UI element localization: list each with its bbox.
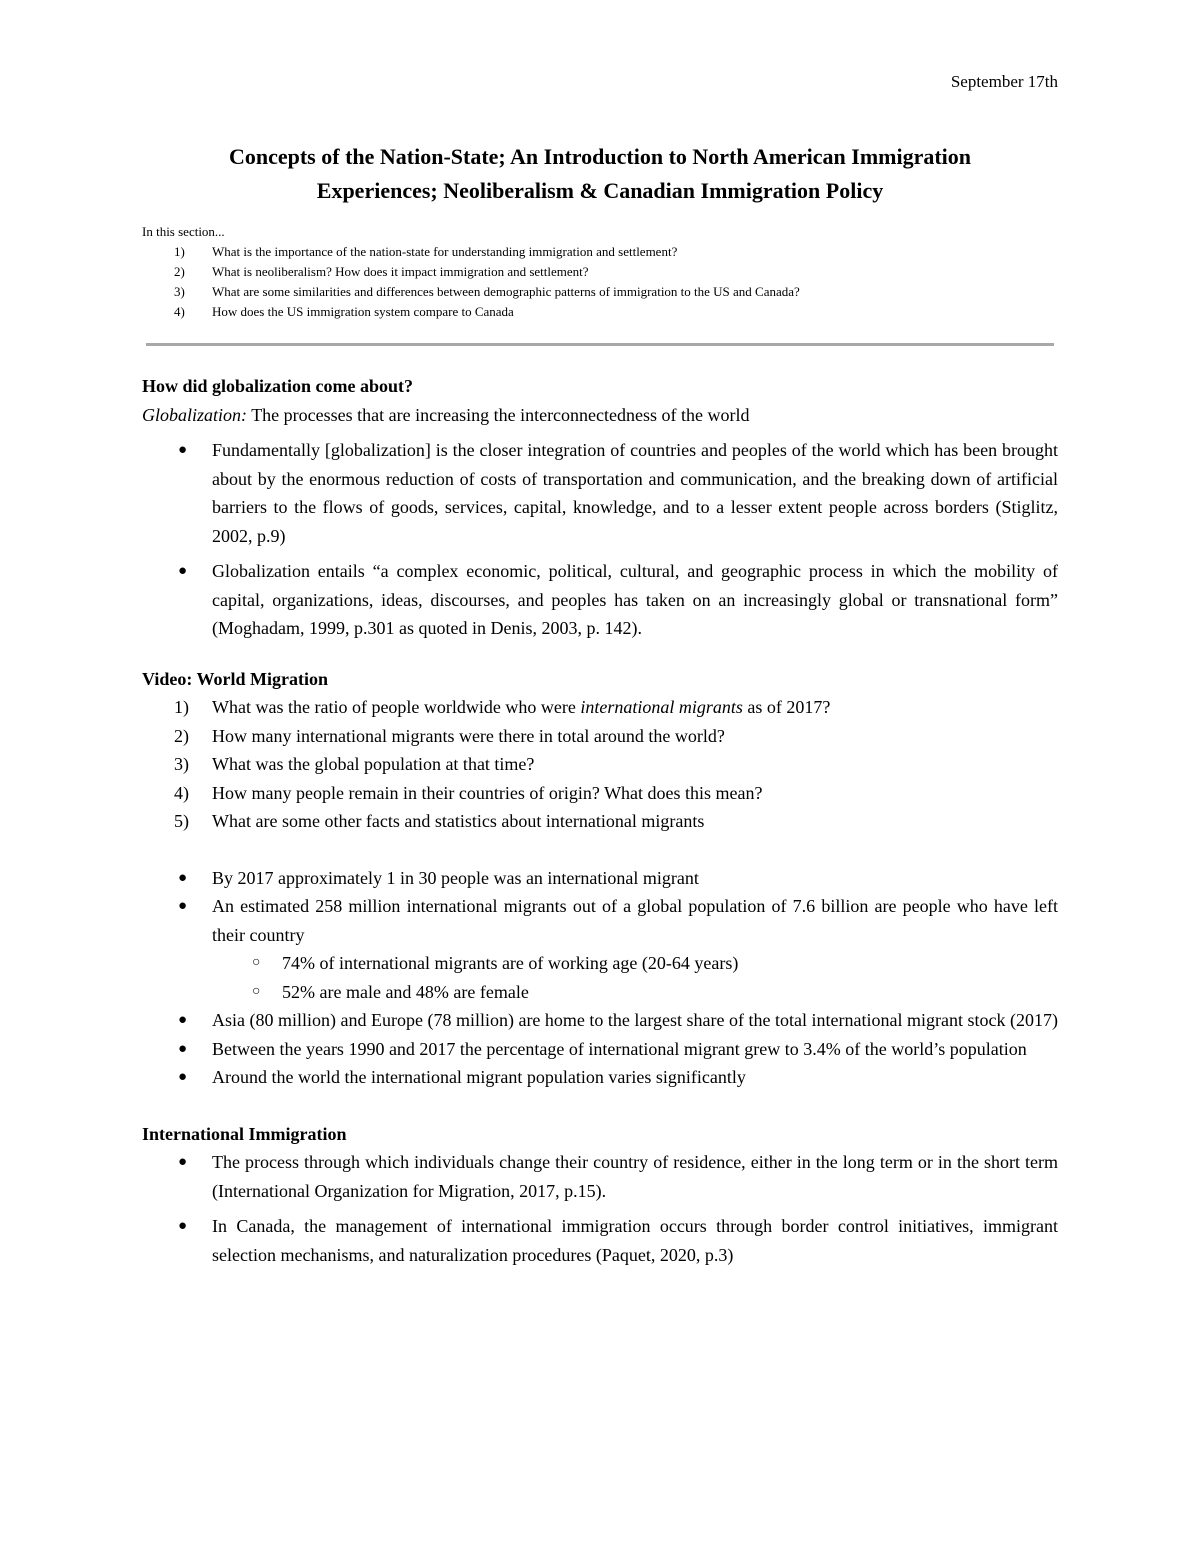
list-item: ● Globalization entails “a complex economic, political, cultural, and geographic process in which the mobility of capital, organizations, ideas, discourses, and peoples has taken on an increasingly global or transnational form” (Moghadam, 1999, p.301 as quoted in Denis, 2003, p. 142). <box>142 557 1058 643</box>
list-item: 4) How many people remain in their countries of origin? What does this mean? <box>174 782 763 803</box>
list-item: ● By 2017 approximately 1 in 30 people was an international migrant <box>142 864 1058 893</box>
bullet-icon: ● <box>178 1040 188 1057</box>
hollow-bullet-icon: ○ <box>252 955 261 970</box>
list-item: ● An estimated 258 million international migrants out of a global population of 7.6 billion are people who have left their country ○ 74% of international migrants are of working age (20-64 years) ○ 52% are male and 48% are female <box>142 892 1058 1006</box>
bullet-icon: ● <box>178 869 188 886</box>
bullet-icon: ● <box>178 442 188 458</box>
list-item: ● The process through which individuals change their country of residence, either in the long term or in the short term (International Organization for Migration, 2017, p.15). <box>142 1148 1058 1205</box>
title-line-2: Experiences; Neoliberalism & Canadian Immigration Policy <box>316 178 884 203</box>
intro-question-list <box>142 242 1062 322</box>
list-item: 2) What is neoliberalism? How does it impact immigration and settlement? <box>174 264 589 279</box>
list-item: 3) What are some similarities and differences between demographic patterns of immigration to the US and Canada? <box>174 284 800 299</box>
section-heading-video: Video: World Migration <box>142 668 328 689</box>
list-item: ● In Canada, the management of international immigration occurs through border control initiatives, immigrant selection mechanisms, and naturalization procedures (Paquet, 2020, p.3) <box>142 1212 1058 1269</box>
list-item: 3) What was the global population at that time? <box>174 754 535 774</box>
immigration-bullets <box>142 1148 1058 1269</box>
bullet-icon: ● <box>178 898 188 914</box>
list-item: ○ 74% of international migrants are of working age (20-64 years) <box>212 949 1058 978</box>
list-item: ● Around the world the international migrant population varies significantly <box>142 1063 1058 1092</box>
title-line-1: Concepts of the Nation-State; An Introduction to North American Immigration <box>228 144 972 169</box>
section-heading-globalization: How did globalization come about? <box>142 376 414 396</box>
intro-lead: In this section... <box>142 224 225 239</box>
list-item: 2) How many international migrants were there in total around the world? <box>174 725 725 746</box>
video-question-list <box>142 693 1058 836</box>
list-item: 5) What are some other facts and statistics about international migrants <box>174 811 705 831</box>
intro-section <box>142 222 1062 322</box>
globalization-bullets <box>142 436 1058 643</box>
list-item: ● Fundamentally [globalization] is the closer integration of countries and peoples of the world which has been brought about by the enormous reduction of costs of transportation and communication, and the breaking down of artificial barriers to the flows of goods, services, capital, knowledge, and to a lesser extent people across borders (Stiglitz, 2002, p.9) <box>142 436 1058 550</box>
list-item: ○ 52% are male and 48% are female <box>212 978 1058 1007</box>
globalization-definition: Globalization: The processes that are increasing the interconnectedness of the world <box>142 404 750 425</box>
list-item: 1) What is the importance of the nation-state for understanding immigration and settlement? <box>174 244 678 259</box>
bullet-icon: ● <box>178 563 188 579</box>
horizontal-divider <box>146 343 1054 346</box>
definition-term: Globalization: <box>142 404 248 425</box>
date-header: September 17th <box>950 72 1058 91</box>
list-item: ● Asia (80 million) and Europe (78 million) are home to the largest share of the total international migrant stock (2017) <box>142 1006 1058 1035</box>
list-item: 1) What was the ratio of people worldwide who were international migrants as of 2017? <box>174 697 831 717</box>
page-title <box>140 140 1060 208</box>
bullet-icon: ● <box>178 1012 188 1028</box>
list-item: 4) How does the US immigration system compare to Canada <box>174 304 514 319</box>
bullet-icon: ● <box>178 1154 188 1170</box>
migration-subfacts <box>212 949 1058 1006</box>
bullet-icon: ● <box>178 1069 188 1085</box>
document-body <box>142 372 1058 1269</box>
section-heading-immigration: International Immigration <box>142 1123 347 1144</box>
list-item: ● Between the years 1990 and 2017 the percentage of international migrant grew to 3.4% of the world’s population <box>142 1035 1058 1064</box>
migration-facts <box>142 864 1058 1092</box>
bullet-icon: ● <box>178 1218 188 1234</box>
hollow-bullet-icon: ○ <box>252 983 261 999</box>
